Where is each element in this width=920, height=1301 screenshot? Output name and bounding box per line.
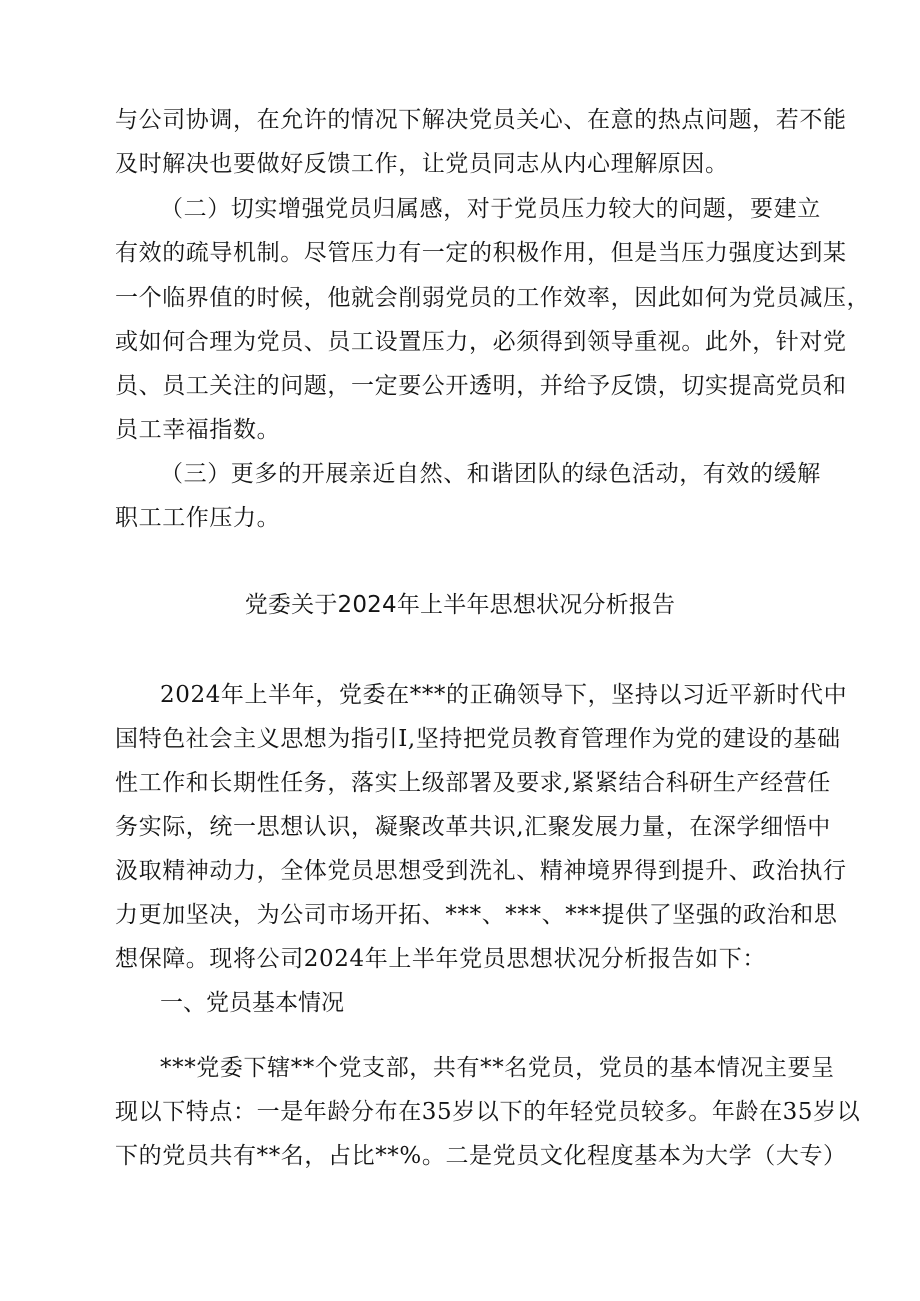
paragraph-line: 员、员工关注的问题，一定要公开透明，并给予反馈，切实提高党员和 [115, 373, 847, 399]
paragraph-line: （三）更多的开展亲近自然、和谐团队的绿色活动，有效的缓解 [160, 461, 821, 487]
paragraph-line: 汲取精神动力，全体党员思想受到洗礼、精神境界得到提升、政治执行 [115, 858, 847, 884]
paragraph-line: 想保障。现将公司2024年上半年党员思想状况分析报告如下： [115, 946, 766, 972]
paragraph-line: 性工作和长期性任务，落实上级部署及要求,紧紧结合科研生产经营任 [115, 770, 831, 796]
paragraph-line: 及时解决也要做好反馈工作，让党员同志从内心理解原因。 [115, 151, 729, 177]
paragraph-line: 有效的疏导机制。尽管压力有一定的积极作用，但是当压力强度达到某 [115, 240, 847, 266]
paragraph-line: 现以下特点：一是年龄分布在35岁以下的年轻党员较多。年龄在35岁以 [115, 1099, 861, 1125]
paragraph-line: 国特色社会主义思想为指引I,坚持把党员教育管理作为党的建设的基础 [115, 726, 841, 752]
paragraph-line: 员工幸福指数。 [115, 417, 281, 443]
paragraph-line: 一个临界值的时候，他就会削弱党员的工作效率，因此如何为党员减压， [115, 285, 871, 311]
paragraph-line: 职工工作压力。 [115, 505, 281, 531]
paragraph-line: （二）切实增强党员归属感，对于党员压力较大的问题，要建立 [160, 196, 821, 222]
paragraph-line: 与公司协调，在允许的情况下解决党员关心、在意的热点问题，若不能 [115, 107, 847, 133]
paragraph-line: 力更加坚决，为公司市场开拓、***、***、***提供了坚强的政治和思 [115, 902, 838, 928]
paragraph-line: 或如何合理为党员、员工设置压力，必须得到领导重视。此外，针对党 [115, 329, 847, 355]
report-title: 党委关于2024年上半年思想状况分析报告 [244, 592, 676, 618]
section-heading: 一、党员基本情况 [160, 990, 344, 1016]
paragraph-line: ***党委下辖**个党支部，共有**名党员，党员的基本情况主要呈 [160, 1055, 835, 1081]
paragraph-line: 下的党员共有**名，占比**%。二是党员文化程度基本为大学（大专） [115, 1143, 847, 1169]
paragraph-line: 务实际，统一思想认识，凝聚改革共识,汇聚发展力量，在深学细悟中 [115, 814, 831, 840]
paragraph-line: 2024年上半年，党委在***的正确领导下，坚持以习近平新时代中 [160, 682, 848, 708]
